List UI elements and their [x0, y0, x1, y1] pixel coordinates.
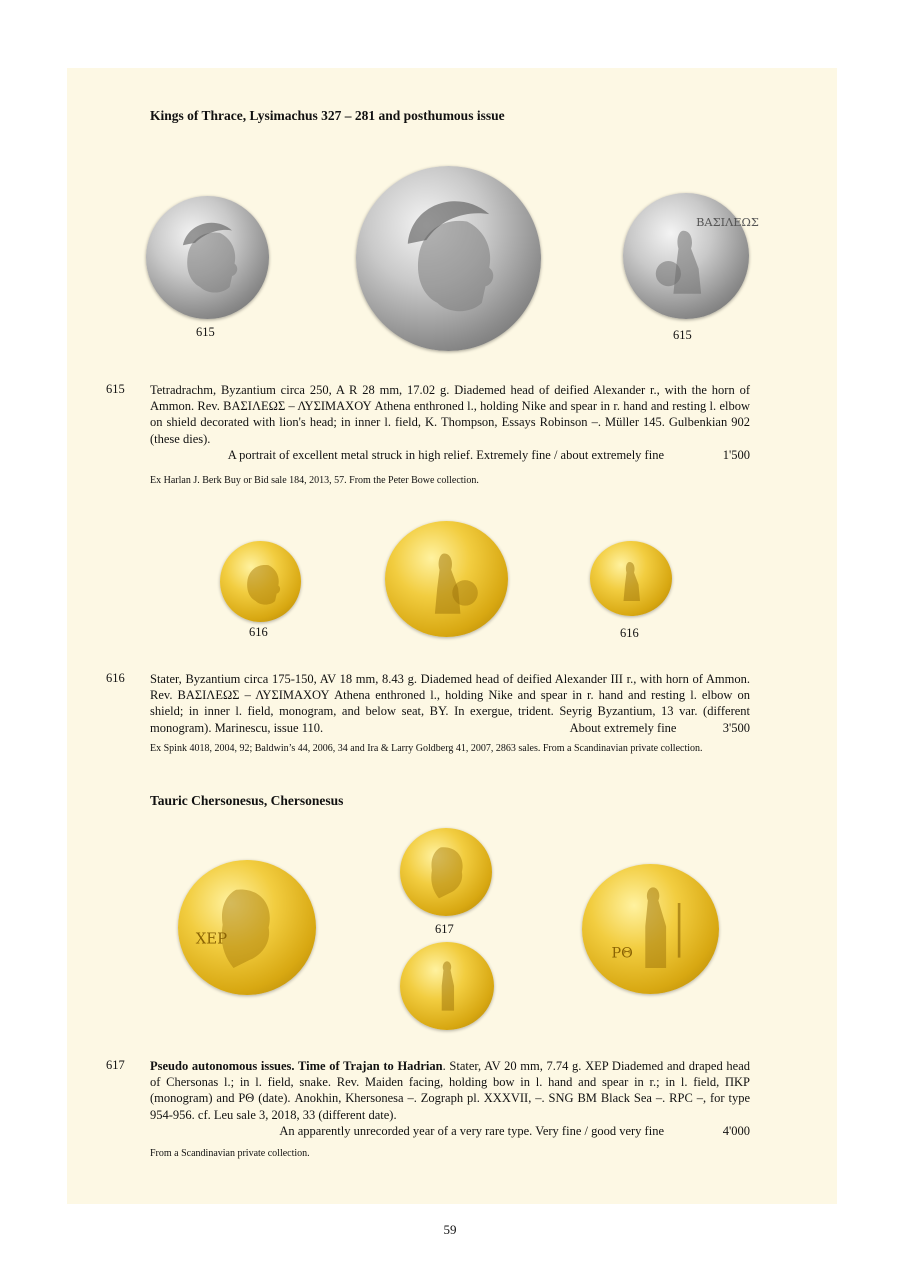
provenance-615: Ex Harlan J. Berk Buy or Bid sale 184, 2013, 57. From the Peter Bowe collection.: [150, 475, 479, 486]
coin-617-reverse-enlarged: [582, 864, 719, 994]
athena-enthroned-icon: [623, 193, 759, 319]
lot-description-616: [150, 671, 750, 736]
coin-615-obverse: [146, 196, 269, 319]
lot-number-615: 615: [106, 382, 125, 396]
grade-line: [150, 447, 750, 463]
coin-legend: ΧΕΡ: [195, 929, 228, 948]
section-title-chersonesus: Tauric Chersonesus, Chersonesus: [150, 793, 344, 808]
coin-615-obverse-enlarged: [356, 166, 541, 351]
grade-text: A portrait of excellent metal struck in high relief. Extremely fine / about extremely fine: [227, 447, 664, 462]
athena-enthroned-icon: [590, 541, 672, 616]
coin-legend: ΒΑΣΙΛΕΩΣ: [696, 214, 759, 229]
maiden-figure-icon: [582, 864, 719, 994]
caption-616-left: 616: [249, 625, 268, 639]
grade-text: About extremely fine: [569, 720, 677, 735]
portrait-head-icon: [356, 166, 541, 351]
coin-616-obverse: [220, 541, 301, 622]
description-body: . Stater, AV 20 mm, 7.74 g. XEP Diademed and draped head of Chersonas l.; in l. field, snake. Rev. Maiden facing, holding bow in l. hand and spear in r.; in l. field, ΠΚΡ (monogram) and ΡΘ (date). Anokhin, Khersonesa –. Zograph pl. XXXVII, –. SNG BM Black Sea –. RPC –, for type 954-956. cf. Leu sale 3, 2018, 33 (different date).: [150, 1059, 750, 1122]
caption-617: 617: [435, 922, 454, 936]
lot-description-615: [150, 382, 750, 463]
estimate-price: 1'500: [722, 447, 750, 462]
description-text: [150, 671, 750, 736]
grade-text: An apparently unrecorded year of a very rare type. Very fine / good very fine: [279, 1123, 664, 1138]
athena-enthroned-icon: [385, 521, 508, 637]
portrait-head-icon: [146, 196, 269, 319]
coin-legend: ΡΘ: [611, 945, 633, 962]
caption-616-right: 616: [620, 626, 639, 640]
estimate-price: 4'000: [722, 1123, 750, 1138]
lot-number-617: 617: [106, 1058, 125, 1072]
lot-description-617: [150, 1058, 750, 1139]
page-number: 59: [443, 1222, 457, 1237]
lot-number-616: 616: [106, 671, 125, 685]
grade-line: [150, 1123, 750, 1139]
coin-616-reverse-enlarged: [385, 521, 508, 637]
provenance-616: Ex Spink 4018, 2004, 92; Baldwin’s 44, 2006, 34 and Ira & Larry Goldberg 41, 2007, 2863 sales. From a Scandinavian private collection.: [150, 743, 703, 754]
provenance-617: From a Scandinavian private collection.: [150, 1148, 310, 1159]
estimate-price: 3'500: [722, 720, 750, 735]
description-text: [150, 1058, 750, 1123]
portrait-head-icon: [220, 541, 301, 622]
section-title-thrace: Kings of Thrace, Lysimachus 327 – 281 and posthumous issue: [150, 108, 505, 123]
description-body: Stater, Byzantium circa 175-150, AV 18 mm, 8.43 g. Diademed head of deified Alexander III r., with horn of Ammon. Rev. ΒΑΣΙΛΕΩΣ – ΛΥΣΙΜΑΧΟΥ Athena enthroned l., holding Nike and spear in r. hand and resting l. elbow on shield; in inner l. field, monogram, and below seat, BY. In exergue, trident. Seyrig Byzantium, 13 var. (different monogram). Marinescu, issue 110.: [150, 672, 750, 735]
maiden-figure-icon: [400, 942, 494, 1030]
portrait-head-icon: [178, 860, 316, 995]
coin-617-obverse: [400, 828, 492, 916]
coin-616-reverse: [590, 541, 672, 616]
description-bold: Pseudo autonomous issues. Time of Trajan to Hadrian: [150, 1059, 443, 1073]
caption-615-right: 615: [673, 328, 692, 342]
description-text: Tetradrachm, Byzantium circa 250, A R 28 mm, 17.02 g. Diademed head of deified Alexander r., with the horn of Ammon. Rev. ΒΑΣΙΛΕΩΣ – ΛΥΣΙΜΑΧΟΥ Athena enthroned l., holding Nike and spear in r. hand and resting l. elbow on shield decorated with lion's head; in inner l. field, K. Thompson, Essays Robinson –. Müller 145. Gulbenkian 902 (these dies).: [150, 383, 750, 446]
portrait-head-icon: [400, 828, 492, 916]
coin-617-reverse: [400, 942, 494, 1030]
coin-615-reverse: [623, 193, 759, 319]
caption-615-left: 615: [196, 325, 215, 339]
grade-price-inline: [570, 720, 750, 736]
coin-617-obverse-enlarged: [178, 860, 316, 995]
